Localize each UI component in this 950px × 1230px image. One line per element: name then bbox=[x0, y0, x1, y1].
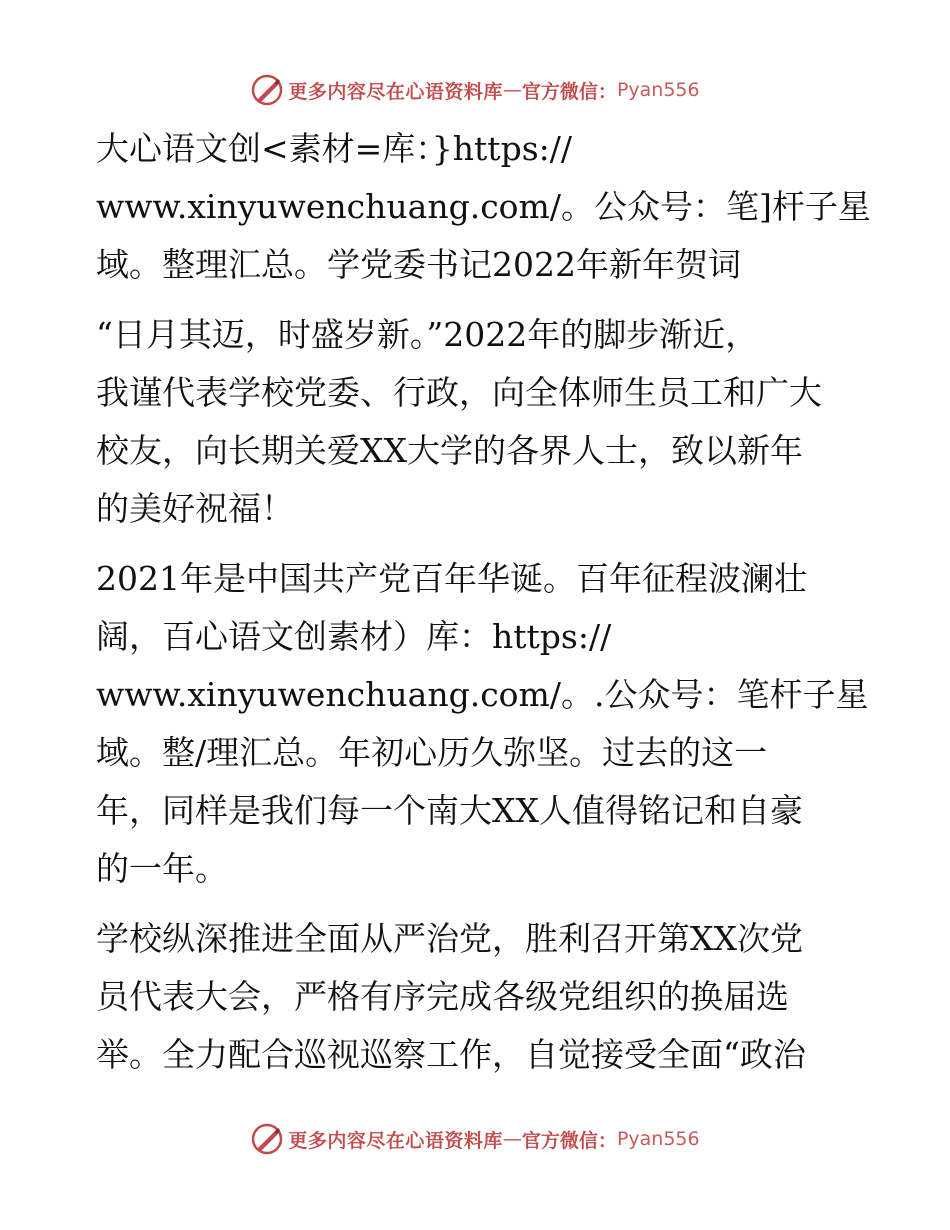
text-line: 的美好祝福！ bbox=[96, 489, 294, 528]
text-line: www.xinyuwenchuang.com/。公众号：笔]杆子星 bbox=[96, 187, 871, 226]
text-line: 学校纵深推进全面从严治党，胜利召开第XX次党 bbox=[96, 919, 803, 958]
text-line: 员代表大会，严格有序完成各级党组织的换届选 bbox=[96, 977, 789, 1016]
banner-separator: — bbox=[502, 79, 522, 101]
text-line: 阔，百心语文创素材）库：https:// bbox=[96, 617, 612, 656]
text-line: www.xinyuwenchuang.com/。.公众号：笔杆子星 bbox=[96, 675, 869, 714]
footer-banner bbox=[0, 1119, 950, 1159]
text-line: 举。全力配合巡视巡察工作，自觉接受全面“政治 bbox=[96, 1035, 806, 1074]
banner-wechat-id: Pyan556 bbox=[616, 1128, 700, 1150]
text-line: 我谨代表学校党委、行政，向全体师生员工和广大 bbox=[96, 373, 822, 412]
banner-wechat-id: Pyan556 bbox=[616, 79, 700, 101]
header-banner bbox=[0, 70, 950, 110]
paragraph-3 bbox=[96, 550, 876, 898]
text-line: 域。整理汇总。学党委书记2022年新年贺词 bbox=[96, 245, 741, 284]
banner-wechat-label: 官方微信： bbox=[521, 1129, 617, 1152]
banner-main-text: 更多内容尽在心语资料库 bbox=[288, 80, 503, 103]
banner-main-text: 更多内容尽在心语资料库 bbox=[288, 1129, 503, 1152]
banner-wechat-label: 官方微信： bbox=[521, 80, 617, 103]
text-line: “日月其迈，时盛岁新。”2022年的脚步渐近， bbox=[96, 315, 759, 354]
quill-pen-logo-icon bbox=[250, 1122, 284, 1156]
banner-separator: — bbox=[502, 1128, 522, 1150]
text-line: 年，同样是我们每一个南大XX人值得铭记和自豪 bbox=[96, 791, 803, 830]
text-line: 域。整/理汇总。年初心历久弥坚。过去的这一 bbox=[96, 733, 768, 772]
quill-pen-logo-icon bbox=[250, 73, 284, 107]
text-line: 2021年是中国共产党百年华诞。百年征程波澜壮 bbox=[96, 559, 807, 598]
paragraph-4 bbox=[96, 910, 876, 1084]
document-body bbox=[96, 120, 876, 1096]
text-line: 校友，向长期关爱XX大学的各界人士，致以新年 bbox=[96, 431, 803, 470]
paragraph-1 bbox=[96, 120, 876, 294]
text-line: 大心语文创<素材=库：}https:// bbox=[96, 129, 572, 168]
text-line: 的一年。 bbox=[96, 849, 228, 888]
paragraph-2 bbox=[96, 306, 876, 538]
